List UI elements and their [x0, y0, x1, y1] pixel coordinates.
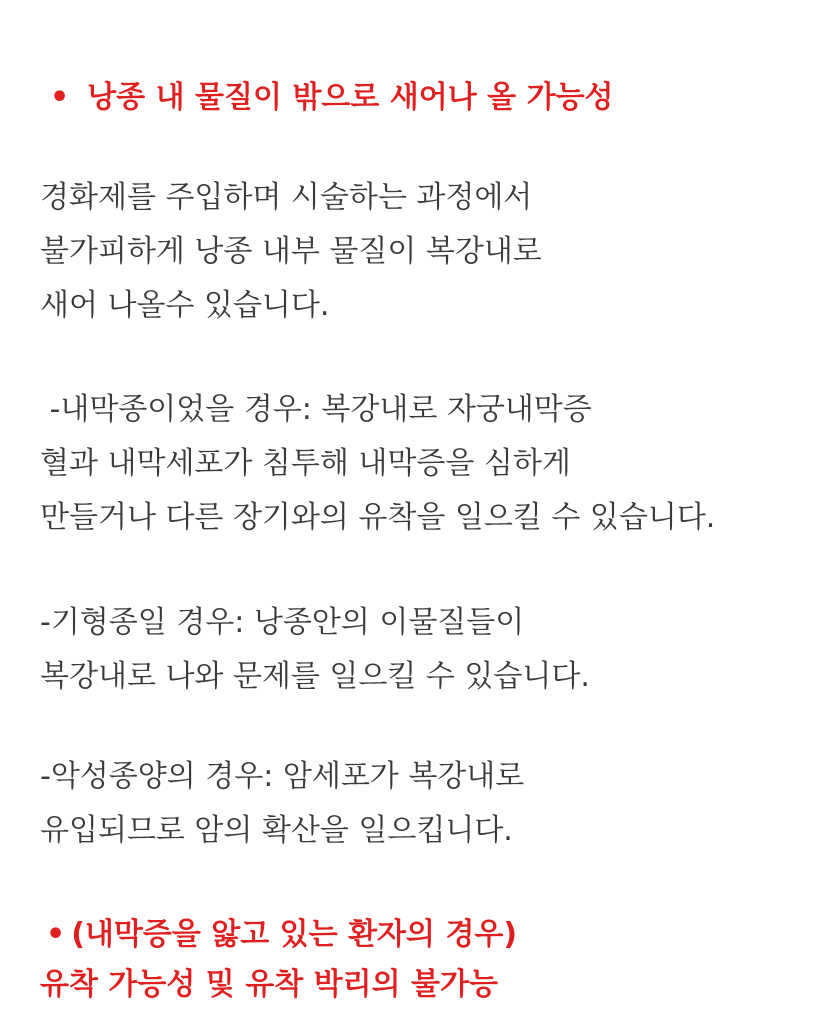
- paragraph-line: 경화제를 주입하며 시술하는 과정에서: [40, 180, 533, 215]
- paragraph-line: 불가피하게 낭종 내부 물질이 복강내로: [40, 234, 542, 269]
- heading-text: (내막증을 앓고 있는 환자의 경우): [71, 917, 518, 952]
- paragraph-line: 유입되므로 암의 확산을 일으킵니다.: [40, 813, 513, 848]
- paragraph-line: 만들거나 다른 장기와의 유착을 일으킬 수 있습니다.: [40, 500, 716, 535]
- bullet-icon: •: [46, 917, 66, 952]
- paragraph-line: -악성종양의 경우: 암세포가 복강내로: [40, 759, 525, 794]
- paragraph-line: 새어 나올수 있습니다.: [40, 288, 330, 323]
- section-heading-leakage: [50, 78, 614, 118]
- paragraph-line: -기형종일 경우: 낭종안의 이물질들이: [40, 605, 525, 640]
- bullet-icon: •: [50, 80, 70, 115]
- paragraph-line: -내막종이었을 경우: 복강내로 자궁내막증: [40, 392, 592, 427]
- heading-text: 낭종 내 물질이 밖으로 새어나 올 가능성: [87, 80, 614, 115]
- paragraph-line: 복강내로 나와 문제를 일으킬 수 있습니다.: [40, 659, 590, 694]
- section-heading-adhesion: [46, 915, 517, 955]
- heading-text-line2: 유착 가능성 및 유착 박리의 불가능: [40, 967, 498, 1002]
- paragraph-line: 혈과 내막세포가 침투해 내막증을 심하게: [40, 446, 571, 481]
